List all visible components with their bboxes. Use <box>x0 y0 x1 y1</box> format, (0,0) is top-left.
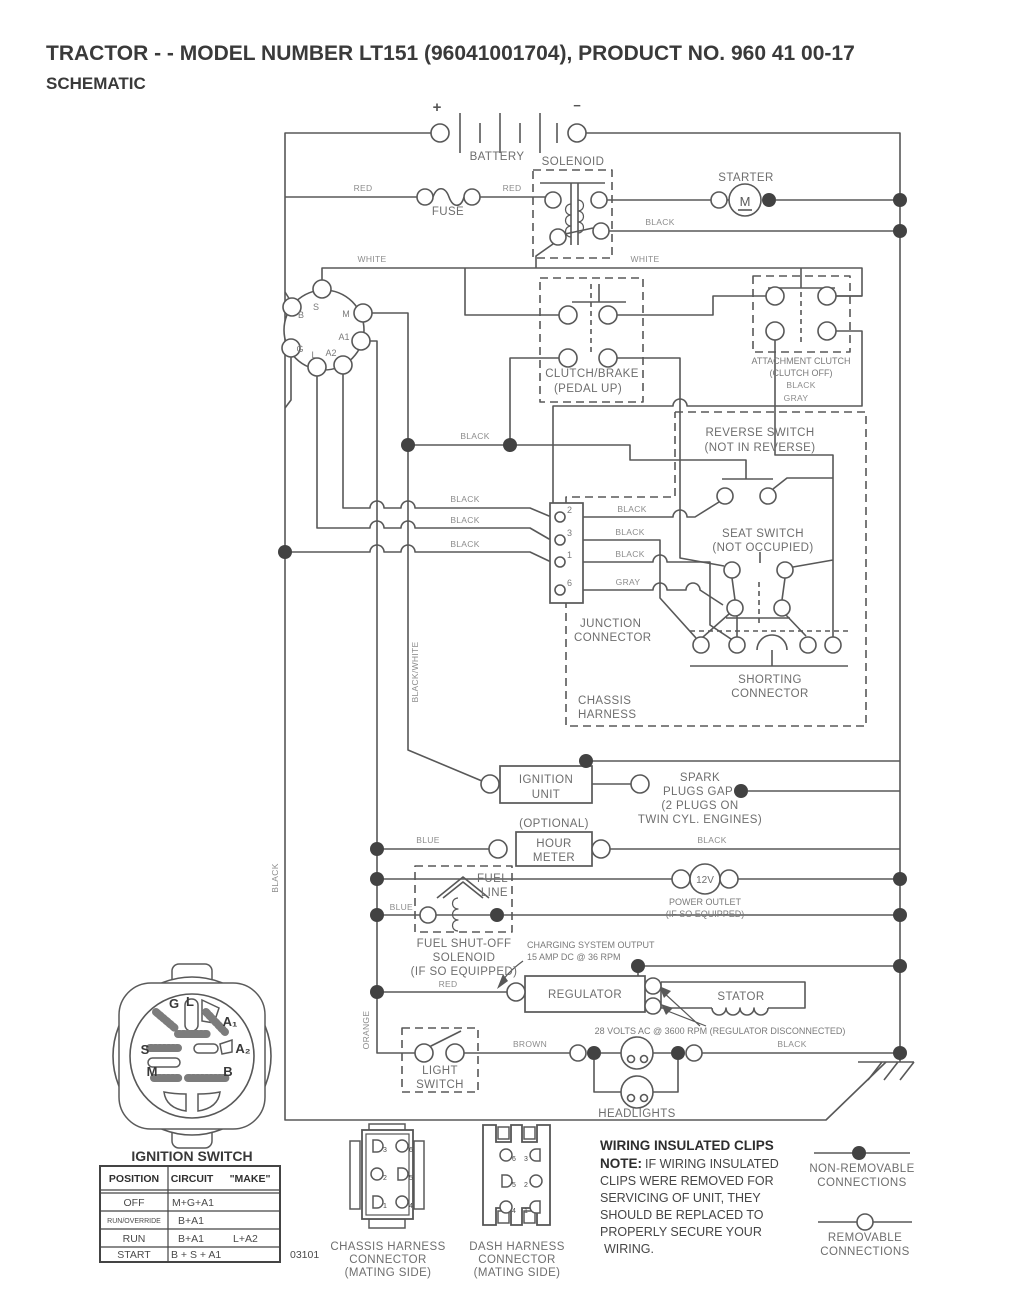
legend-nonremovable-2: CONNECTIONS <box>817 1177 907 1189</box>
wire-solenoid-white <box>536 244 553 268</box>
starter-motor-m: M <box>739 194 751 209</box>
reverse-switch-t2 <box>760 488 776 504</box>
page-title: TRACTOR - - MODEL NUMBER LT151 (96041001704), PRODUCT NO. 960 41 00-17 <box>46 42 855 65</box>
chassis-pin-num-4: 1 <box>383 1203 387 1210</box>
pin-d-icon <box>398 1168 408 1180</box>
chassis-connector-label-1: CHASSIS HARNESS <box>330 1241 446 1253</box>
outlet-label-2: (IF SO EQUIPPED) <box>665 909 745 919</box>
dash-pin-num-3: 2 <box>524 1182 528 1189</box>
arrowhead-2 <box>661 1004 673 1015</box>
term-label-m: M <box>342 309 350 319</box>
attachment-t1 <box>766 287 784 305</box>
clutch-brake-t2 <box>599 306 617 324</box>
headlight-lamp-1 <box>621 1037 653 1069</box>
spark-gap-terminal <box>631 775 649 793</box>
clutch-brake-t3 <box>559 349 577 367</box>
wire-l-line <box>317 376 555 539</box>
table-row3-pos: START <box>117 1249 151 1261</box>
junction-pin-label-2: 2 <box>567 505 573 515</box>
term-label-g: G <box>296 344 304 354</box>
shorting-p4 <box>825 637 841 653</box>
wire-label-black-row552: BLACK <box>450 539 480 549</box>
ignition-switch-graphic <box>113 964 271 1164</box>
pin-o-icon <box>500 1149 512 1161</box>
outlet-right <box>720 870 738 888</box>
clutch-brake-t1 <box>559 306 577 324</box>
ignition-unit-terminal <box>481 775 499 793</box>
attachment-bar <box>768 268 835 288</box>
charging-label-1: CHARGING SYSTEM OUTPUT <box>527 940 655 950</box>
term-label-a2: A2 <box>325 348 337 358</box>
switch-label-a1: A₁ <box>222 1014 238 1029</box>
outlet-label-1: POWER OUTLET <box>668 897 742 907</box>
fuse-label: FUSE <box>431 206 465 218</box>
switch-label-l: L <box>186 994 194 1009</box>
wire-label-black-attachment: BLACK <box>786 380 816 390</box>
attachment-label-1: ATTACHMENT CLUTCH <box>751 356 851 366</box>
pin-d-icon <box>373 1140 383 1152</box>
pin-o-icon <box>371 1168 383 1180</box>
pin-o-icon <box>500 1201 512 1213</box>
table-header-circuit: CIRCUIT <box>170 1173 214 1185</box>
shorting-p2 <box>729 637 745 653</box>
pin-d-icon <box>373 1196 383 1208</box>
legend-removable-1: REMOVABLE <box>827 1232 903 1244</box>
wire-white-clutch <box>465 268 559 315</box>
solenoid-terminal-1 <box>545 192 561 208</box>
reverse-switch-t1 <box>717 488 733 504</box>
solenoid-label: SOLENOID <box>541 156 605 168</box>
ignition-unit-label-1: IGNITION <box>518 774 574 786</box>
chassis-connector-label-2: CONNECTOR <box>349 1254 427 1266</box>
position-table <box>100 1166 319 1262</box>
table-row2-make: L+A2 <box>233 1233 258 1245</box>
chassis-harness-label-1: CHASSIS <box>578 695 632 707</box>
chassis-harness-label-2: HARNESS <box>578 709 637 721</box>
shorting-dashes <box>690 582 848 631</box>
spark-label-1: SPARK <box>679 772 721 784</box>
note-heading: WIRING INSULATED CLIPS <box>600 1138 774 1153</box>
chassis-pin-num-1: 6 <box>409 1147 413 1154</box>
seat-switch-t2 <box>777 562 793 578</box>
wire-label-black-hour: BLACK <box>697 835 727 845</box>
regulator-out1 <box>645 978 661 994</box>
wire-label-gray-t6: GRAY <box>615 577 641 587</box>
note-line-6: WIRING. <box>604 1242 654 1256</box>
light-switch-t1 <box>415 1044 433 1062</box>
wire-label-black-t1: BLACK <box>615 549 645 559</box>
page-subtitle: SCHEMATIC <box>46 74 146 93</box>
pin-o-icon <box>396 1196 408 1208</box>
battery-label: BATTERY <box>469 151 525 163</box>
attachment-label-2: (CLUTCH OFF) <box>769 368 833 378</box>
note-block <box>600 1138 779 1256</box>
title-block <box>46 42 855 93</box>
chassis-harness-connector <box>330 1124 445 1279</box>
outlet-left <box>672 870 690 888</box>
seat-switch-label-2: (NOT OCCUPIED) <box>712 542 814 554</box>
regulator-out2 <box>645 998 661 1014</box>
dash-connector-label-1: DASH HARNESS <box>469 1241 565 1253</box>
term-label-l: L <box>311 350 317 360</box>
battery-plates <box>460 113 557 153</box>
wire-label-black-row445: BLACK <box>460 431 490 441</box>
shorting-links <box>703 614 806 637</box>
fuel-shutoff-label-3: (IF SO EQUIPPED) <box>410 966 518 978</box>
dash-pin-num-2: 5 <box>512 1182 516 1189</box>
table-row1-cir: B+A1 <box>178 1215 204 1227</box>
headlight-conn-right <box>686 1045 702 1061</box>
hour-meter-label-1: HOUR <box>536 838 572 850</box>
reverse-switch-label-1: REVERSE SWITCH <box>705 427 815 439</box>
battery-minus-terminal <box>568 124 586 142</box>
battery-plus-sign: + <box>432 99 442 116</box>
terminal-s <box>313 280 331 298</box>
fuel-line-label-1: FUEL <box>477 873 508 885</box>
hour-meter-label-2: METER <box>532 852 576 864</box>
shorting-label-1: SHORTING <box>738 674 802 686</box>
terminal-a1 <box>352 332 370 350</box>
fuel-solenoid-terminal <box>420 907 436 923</box>
dash-harness-connector <box>469 1125 565 1279</box>
wire-label-red-1: RED <box>353 183 373 193</box>
clutch-brake-t4 <box>599 349 617 367</box>
table-row2-pos: RUN <box>122 1233 146 1245</box>
battery-minus-sign: − <box>573 98 581 113</box>
spark-label-4: TWIN CYL. ENGINES) <box>637 814 763 826</box>
stator-label: STATOR <box>717 991 765 1003</box>
wire-label-white-2: WHITE <box>630 254 660 264</box>
shorting-t1 <box>727 600 743 616</box>
junction-pin-label-1: 1 <box>567 550 573 560</box>
fuse-terminal-right <box>464 189 480 205</box>
clutch-brake-bar <box>572 284 626 302</box>
junction-pin-1 <box>555 557 565 567</box>
starter-terminal <box>711 192 727 208</box>
outlet-voltage: 12V <box>696 875 714 886</box>
junction-pin-label-3: 3 <box>567 528 573 538</box>
lamp2-pin-b <box>641 1095 648 1102</box>
wire-label-black-solenoid: BLACK <box>645 217 675 227</box>
wire-label-black-headlight: BLACK <box>777 1039 807 1049</box>
table-row1-pos: RUN/OVERRIDE <box>107 1218 161 1225</box>
clutch-brake-label-2: (PEDAL UP) <box>553 383 623 395</box>
shorting-p1 <box>693 637 709 653</box>
removable-circle-icon <box>857 1214 873 1230</box>
regulator-label: REGULATOR <box>547 989 623 1001</box>
battery-plus-terminal <box>431 124 449 142</box>
headlight-lamp-2 <box>621 1076 653 1108</box>
diagram-code: 03101 <box>290 1249 320 1261</box>
clutch-brake-label-1: CLUTCH/BRAKE <box>545 368 639 380</box>
spark-label-3: (2 PLUGS ON <box>661 800 739 812</box>
chassis-pin-num-5: 4 <box>409 1203 413 1210</box>
terminal-l <box>308 358 326 376</box>
wire-right-rail <box>586 133 900 1062</box>
solenoid-terminal-3 <box>550 229 566 245</box>
spark-label-2: PLUGS GAP <box>662 786 734 798</box>
dash-connector-label-3: (MATING SIDE) <box>473 1267 561 1279</box>
junction-pin-3 <box>555 535 565 545</box>
fuse-terminal-left <box>417 189 433 205</box>
table-row0-cir: M+G+A1 <box>172 1197 215 1209</box>
switch-label-b: B <box>223 1064 233 1079</box>
wire-label-red-regulator: RED <box>438 979 458 989</box>
wire-label-black-row508: BLACK <box>450 494 480 504</box>
chassis-pin-num-2: 2 <box>383 1175 387 1182</box>
pin-d-icon <box>530 1149 540 1161</box>
light-switch-label-2: SWITCH <box>416 1079 464 1091</box>
term-label-s: S <box>312 302 320 312</box>
light-switch-t2 <box>446 1044 464 1062</box>
pin-d-icon <box>502 1175 512 1187</box>
note-line-3: SERVICING OF UNIT, THEY <box>600 1191 761 1205</box>
pin-d-icon <box>530 1201 540 1213</box>
non-removable-dot-icon <box>852 1146 866 1160</box>
shorting-t2 <box>774 600 790 616</box>
wire-t6-right <box>568 583 723 605</box>
dash-pin-num-0: 6 <box>512 1156 516 1163</box>
shorting-label-2: CONNECTOR <box>731 688 809 700</box>
note-line-1: IF WIRING INSULATED <box>645 1157 779 1171</box>
chassis-connector-label-3: (MATING SIDE) <box>344 1267 432 1279</box>
attachment-t3 <box>766 322 784 340</box>
legend-nonremovable-1: NON-REMOVABLE <box>809 1163 915 1175</box>
lamp1-pin-b <box>641 1056 648 1063</box>
wire-clutch-attachment <box>617 296 766 315</box>
fuel-shutoff-label-1: FUEL SHUT-OFF <box>416 938 512 950</box>
light-switch-label-1: LIGHT <box>422 1065 458 1077</box>
chassis-pin-num-3: 5 <box>409 1175 413 1182</box>
table-row0-pos: OFF <box>123 1197 145 1209</box>
headlights-label: HEADLIGHTS <box>598 1108 676 1120</box>
lamp1-pin-a <box>628 1056 635 1063</box>
stator-note: 28 VOLTS AC @ 3600 RPM (REGULATOR DISCONNECTED) <box>594 1026 846 1036</box>
dash-pin-num-4: 4 <box>512 1208 516 1215</box>
wire-label-black-left: BLACK <box>270 863 280 893</box>
wire-t1-left <box>285 545 555 561</box>
note-line-4: SHOULD BE REPLACED TO <box>600 1208 764 1222</box>
switch-label-s: S <box>140 1042 150 1057</box>
ground-symbol <box>858 1062 914 1080</box>
wire-label-brown: BROWN <box>512 1039 548 1049</box>
charging-label-2: 15 AMP DC @ 36 RPM <box>527 952 621 962</box>
reverse-switch-label-2: (NOT IN REVERSE) <box>704 442 816 454</box>
chassis-pin-num-0: 3 <box>383 1147 387 1154</box>
wire-reverse-rc <box>773 478 833 489</box>
pin-o-icon <box>530 1175 542 1187</box>
legend <box>809 1146 914 1258</box>
wire-label-gray-run: GRAY <box>783 393 809 403</box>
wire-label-blue-fuel: BLUE <box>389 902 413 912</box>
legend-removable-2: CONNECTIONS <box>820 1246 910 1258</box>
fuel-shutoff-label-2: SOLENOID <box>432 952 496 964</box>
wires <box>285 113 914 1120</box>
ignition-switch-title: IGNITION SWITCH <box>131 1148 253 1164</box>
attachment-t4 <box>818 322 836 340</box>
note-label: NOTE: <box>600 1156 642 1171</box>
dash-pin-num-5: 1 <box>524 1208 528 1215</box>
dash-pin-num-1: 3 <box>524 1156 528 1163</box>
wire-label-orange: ORANGE <box>361 1010 371 1050</box>
hour-meter-left <box>489 840 507 858</box>
attachment-t2 <box>818 287 836 305</box>
solenoid-terminal-4 <box>593 223 609 239</box>
wire-label-black-t2: BLACK <box>617 504 647 514</box>
junction-label-1: JUNCTION <box>580 618 642 630</box>
chassis-harness-outline <box>566 412 866 726</box>
starter-label: STARTER <box>718 172 774 184</box>
wire-label-blue-hour: BLUE <box>416 835 440 845</box>
switch-label-g: G <box>168 996 180 1011</box>
table-header-position: POSITION <box>108 1173 160 1185</box>
table-row2-cir: B+A1 <box>178 1233 204 1245</box>
wire-label-black-row528: BLACK <box>450 515 480 525</box>
junction-label-2: CONNECTOR <box>574 632 652 644</box>
seat-switch-t1 <box>724 562 740 578</box>
shorting-base <box>690 635 848 666</box>
junction-pin-2 <box>555 512 565 522</box>
wire-headlights <box>429 1031 900 1092</box>
headlight-conn-left <box>570 1045 586 1061</box>
lamp2-pin-a <box>628 1095 635 1102</box>
pin-o-icon <box>396 1140 408 1152</box>
term-label-a1: A1 <box>338 332 350 342</box>
wire-label-black-white: BLACK/WHITE <box>410 641 420 703</box>
shorting-p3 <box>800 637 816 653</box>
dash-connector-label-2: CONNECTOR <box>478 1254 556 1266</box>
regulator-left <box>507 983 525 1001</box>
fuse-element <box>433 189 464 206</box>
wire-label-white-1: WHITE <box>357 254 387 264</box>
table-row3-cir: B + S + A1 <box>171 1249 222 1261</box>
fuel-line-label-2: LINE <box>480 887 508 899</box>
junction-pin-6 <box>555 585 565 595</box>
switch-label-a2: A₂ <box>235 1041 251 1056</box>
solenoid-terminal-2 <box>591 192 607 208</box>
hour-meter-optional: (OPTIONAL) <box>519 818 589 830</box>
wire-label-black-t3: BLACK <box>615 527 645 537</box>
terminal-m <box>354 304 372 322</box>
junction-pin-label-6: 6 <box>567 578 573 588</box>
switch-label-m: M <box>146 1064 158 1079</box>
seat-switch-label-1: SEAT SWITCH <box>722 528 804 540</box>
wire-label-red-2: RED <box>502 183 522 193</box>
note-line-2: CLIPS WERE REMOVED FOR <box>600 1174 774 1188</box>
ignition-unit-label-2: UNIT <box>531 789 561 801</box>
hour-meter-right <box>592 840 610 858</box>
terminal-a2 <box>334 356 352 374</box>
note-line-5: PROPERLY SECURE YOUR <box>600 1225 762 1239</box>
table-header-make: "MAKE" <box>229 1173 271 1185</box>
term-label-b: B <box>297 310 305 320</box>
